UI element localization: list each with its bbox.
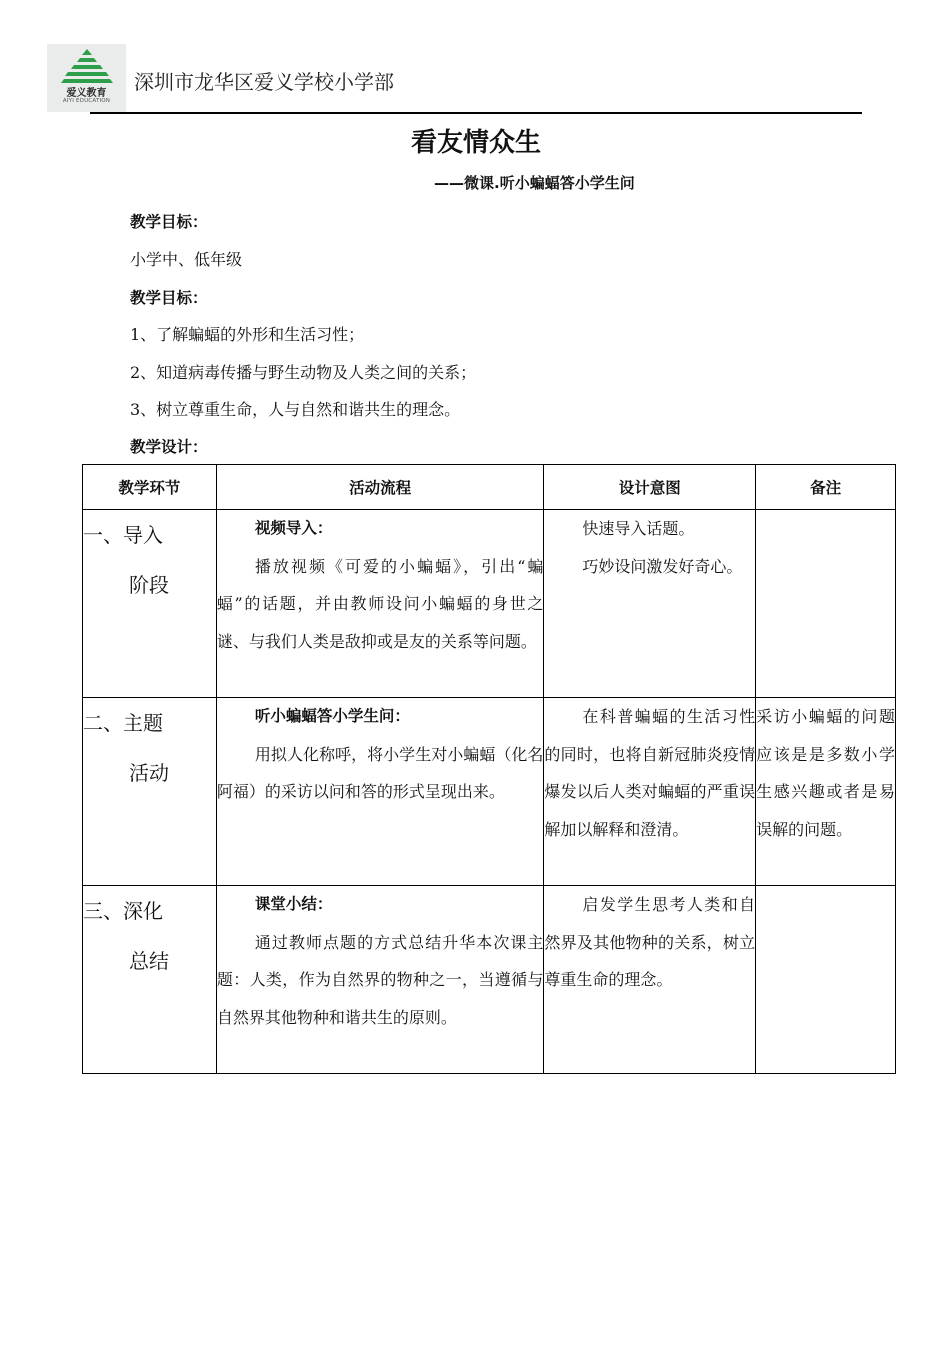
stage-cell: 一、导入 阶段: [83, 510, 217, 698]
activity-cell: [216, 886, 544, 1074]
note-cell: 采访小蝙蝠的问题应该是是多数小学生感兴趣或者是易误解的问题。: [756, 698, 896, 886]
logo-subtext: AIYI EDUCATION: [62, 98, 111, 104]
intent-cell: 快速导入话题。 巧妙设问激发好奇心。: [544, 510, 756, 698]
page-subtitle: ——微课.听小蝙蝠答小学生问: [434, 174, 635, 192]
header-divider: [90, 112, 862, 114]
target-label: 教学目标：: [130, 213, 208, 231]
intent-cell: 启发学生思考人类和自然界及其他物种的关系，树立尊重生命的理念。: [544, 886, 756, 1074]
page-header: [47, 44, 862, 114]
column-header: 教学环节: [83, 465, 217, 510]
table-row: [83, 510, 896, 698]
goal-item: 3、树立尊重生命，人与自然和谐共生的理念。: [130, 400, 461, 419]
note-cell: [756, 510, 896, 698]
column-header: 备注: [756, 465, 896, 510]
stage-cell: 二、主题 活动: [83, 698, 217, 886]
school-name: 深圳市龙华区爱义学校小学部: [134, 70, 394, 94]
activity-cell: [216, 510, 544, 698]
design-label: 教学设计：: [130, 438, 208, 456]
activity-title: 课堂小结：: [254, 895, 333, 913]
stage-cell: 三、深化 总结: [83, 886, 217, 1074]
school-logo: [47, 44, 126, 112]
column-header: 设计意图: [544, 465, 756, 510]
column-header: 活动流程: [216, 465, 544, 510]
note-cell: [756, 886, 896, 1074]
activity-title: 听小蝙蝠答小学生问：: [254, 707, 410, 725]
table-header-row: [83, 465, 896, 510]
activity-cell: [216, 698, 544, 886]
intent-cell: 在科普蝙蝠的生活习性的同时，也将自新冠肺炎疫情爆发以后人类对蝙蝠的严重误解加以解释和澄清。: [544, 698, 756, 886]
teaching-design-table: [82, 464, 896, 1074]
goal-item: 2、知道病毒传播与野生动物及人类之间的关系；: [130, 363, 477, 382]
page-title: 看友情众生: [410, 128, 541, 158]
target-value: 小学中、低年级: [130, 250, 243, 269]
activity-text: 通过教师点题的方式总结升华本次课主题：人类，作为自然界的物种之一，当遵循与自然界其他物种和谐共生的原则。: [216, 932, 544, 1027]
pine-tree-icon: [61, 48, 113, 86]
table-row: [83, 886, 896, 1074]
activity-title: 视频导入：: [254, 519, 333, 537]
logo-text: 爱义教育: [66, 88, 107, 99]
activity-text: 用拟人化称呼，将小学生对小蝙蝠（化名阿福）的采访以问和答的形式呈现出来。: [216, 744, 544, 801]
goals-label: 教学目标：: [130, 289, 208, 307]
goal-item: 1、了解蝙蝠的外形和生活习性；: [130, 325, 365, 344]
activity-text: 播放视频《可爱的小蝙蝠》，引出“蝙蝠”的话题，并由教师设问小蝙蝠的身世之谜、与我们人类是敌抑或是友的关系等问题。: [216, 556, 544, 651]
table-row: [83, 698, 896, 886]
